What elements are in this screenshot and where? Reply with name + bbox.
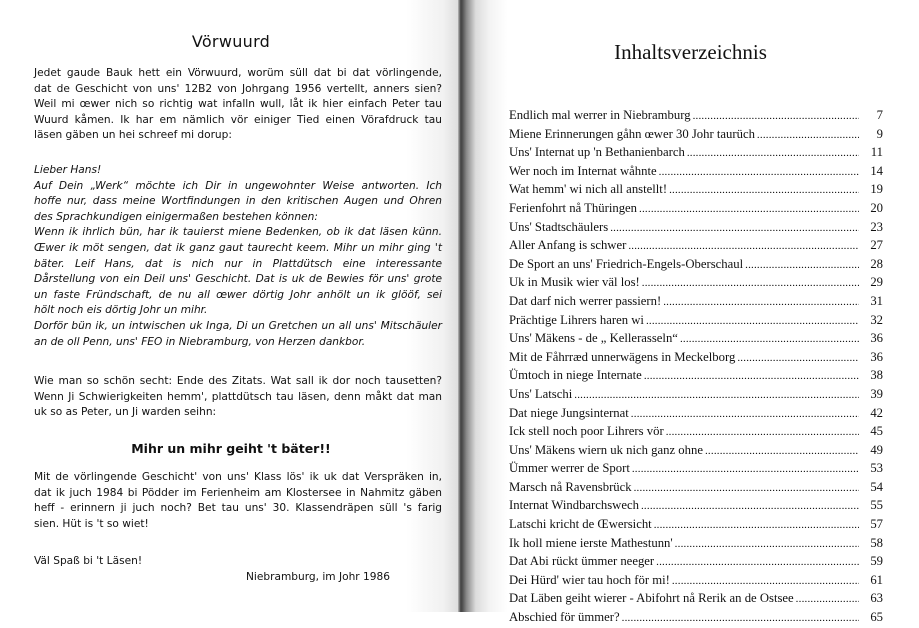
toc-entry-page: 59 [870,554,883,569]
toc-leader-dots [666,423,859,442]
toc-leader-dots [646,312,859,331]
toc-entry-title: Abschied för ümmer? [509,610,620,625]
text-line: Auf Dein „Werk“ möchte ich Dir in ungewohnter Weise antworten. Ich [34,179,442,192]
text-line: Jedet gaude Bauk hett ein Vörwuurd, worüm süll dat bi dat vörlingende, [34,67,442,79]
toc-entry-page: 45 [870,424,883,439]
toc-entry-title: Wer noch im Internat wåhnte [509,163,657,178]
quote-end-paragraph [34,374,442,421]
toc-entry-page: 32 [870,312,883,327]
toc-entry-page: 55 [870,498,883,513]
toc-entry-page: 42 [870,405,883,420]
place-date: Niebramburg, im Johr 1986 [246,571,390,583]
toc-entry [509,459,883,478]
toc-entry-title: Ümmer werrer de Sport [509,461,630,476]
toc-entry-title: Mit de Fåhrræd unnerwägens in Meckelborg [509,349,736,364]
text-line: hölt noch eis dörtig Johr un mihr. [34,304,208,317]
toc-entry-page: 49 [870,442,883,457]
toc-entry-page: 58 [870,535,883,550]
text-line: Wie man so schön secht: Ende des Zitats. Wat sall ik dor noch tausetten? [34,375,442,387]
toc-leader-dots [757,126,859,145]
toc-entry-title: Uns' Internat up 'n Bethanienbarch [509,145,685,160]
toc-entry-title: Uns' Latschi [509,386,573,401]
text-line: an de oll Penn, uns' FEO in Niebramburg, von Herzen dankbor. [34,335,366,348]
text-line: bäter. Leif Hans, dat is nich nur in Plattdütsch eine interessante [34,257,442,270]
toc-leader-dots [669,181,859,200]
toc-entry-title: Dat darf nich werrer passiern! [509,293,662,308]
toc-entry [509,534,883,553]
motto-heading: Mihr un mihr geiht 't bäter!! [131,441,331,456]
toc-entry-title: Ferienfohrt nå Thüringen [509,200,638,215]
toc-leader-dots [745,256,859,275]
text-line: un faste Fründschaft, de nu all œwer dörtig Johr anhölt un ik glööf, sei [34,288,442,301]
toc-entry-title: Miene Erinnerungen gåhn œwer 30 Johr taurüch [509,126,755,141]
toc-entry-title: Endlich mal werrer in Niebramburg [509,108,691,122]
toc-entry-title: Prächtige Lihrers haren wi [509,312,644,327]
toc-entry-title: Marsch nå Ravensbrück [509,479,632,494]
text-line: Dårstellung von ein Deil uns' Geschicht. Dat is uk de Bewies för uns' grote [34,273,442,286]
toc-entry [509,589,883,608]
toc-entry [509,385,883,404]
toc-entry-page: 29 [870,275,883,290]
toc-entry-page: 57 [870,517,883,532]
toc-entry-page: 19 [870,182,883,197]
toc-entry-title: Uns' Mäkens - de „ Kellerasseln“ [509,331,678,346]
toc-entry [509,329,883,348]
toc-entry-title: Dat Läben geiht wierer - Abifohrt nå Rerik an de Ostsee [509,591,794,606]
text-line: des Sprachkundigen einigermaßen bestehen können: [34,210,318,223]
toc-entry [509,496,883,515]
toc-entry-page: 36 [870,349,883,364]
toc-leader-dots [644,367,859,386]
foreword-title: Vörwuurd [191,32,271,51]
table-of-contents [509,106,883,627]
toc-leader-dots [796,590,859,609]
toc-entry-title: Ik holl miene ierste Mathestunn' [509,535,673,550]
text-line: Wenn Ji Schwierigkeiten hemm', plattdütsch tau läsen, denn måkt dat man [34,390,442,403]
toc-entry [509,125,883,144]
toc-entry-page: 28 [870,256,883,271]
toc-leader-dots [675,535,859,554]
toc-leader-dots [656,553,859,572]
toc-entry [509,273,883,292]
toc-entry [509,422,883,441]
text-line: Œwer ik möt sengen, dat ik ganz gaut taurecht keem. Mihr un mihr ging 't [34,241,442,254]
toc-leader-dots [680,330,859,349]
toc-entry-page: 65 [870,610,883,625]
text-line: Weil mi œwer nich so richtig wat infalln wull, låt ik hier einfach Peter tau [34,98,442,111]
toc-entry [509,199,883,218]
text-line: Dorför bün ik, un intwischen uk Inga, Di un Gretchen un all uns' Mitschäuler [34,319,442,332]
toc-entry-page: 27 [870,238,883,253]
toc-entry [509,571,883,590]
toc-entry [509,478,883,497]
toc-entry-page: 31 [870,293,883,308]
toc-entry-page: 14 [870,163,883,178]
text-line: dat de Geschicht von uns' 12B2 von Johrgang 1956 vertellt, anners sien? [34,82,442,95]
closing-paragraph [34,470,442,532]
toc-leader-dots [737,349,859,368]
text-line: uk so as Peter, un Ji warden seihn: [34,406,217,419]
toc-leader-dots [663,293,859,312]
toc-entry-title: Ick stell noch poor Lihrers vör [509,424,664,439]
toc-entry-page: 36 [870,331,883,346]
toc-entry-page: 23 [870,219,883,234]
toc-leader-dots [654,516,859,535]
toc-entry-title: Internat Windbarchswech [509,498,639,513]
toc-entry [509,515,883,534]
toc-entry [509,552,883,571]
toc-entry-title: Uns' Stadtschäulers [509,219,609,234]
right-page [462,0,919,625]
toc-entry-title: Uns' Mäkens wiern uk nich ganz ohne [509,442,703,457]
toc-entry [509,218,883,237]
toc-leader-dots [672,572,859,591]
toc-leader-dots [705,442,859,461]
toc-entry-title: Dat niege Jungsinternat [509,405,629,420]
sign-off: Väl Spaß bi 't Läsen! [34,555,143,567]
text-line: heff - erinnern ji juch noch? Bet tau uns' 30. Klassendräpen süll 's farig [34,502,442,515]
toc-leader-dots [574,386,859,405]
toc-entry-page: 53 [870,461,883,476]
toc-entry [509,348,883,367]
text-line: sien. Hüt is 't so wiet! [34,517,149,530]
toc-leader-dots [631,405,859,424]
toc-leader-dots [641,497,859,516]
text-line: dat ik juch 1984 bi Pödder im Ferienheim am Klostersee in Nahmitz gäben [34,486,442,499]
toc-leader-dots [634,479,859,498]
toc-entry-title: Ümtoch in niege Internate [509,368,642,383]
toc-leader-dots [632,460,859,479]
text-line: läsen gäben un hei schreef mi dorup: [34,129,232,142]
toc-entry-page: 9 [876,126,883,141]
toc-leader-dots [628,237,859,256]
toc-entry [509,311,883,330]
text-line: Wuurd kåmen. Ik har em nämlich vör einiger Tied einen Vörafdruck tau [34,113,442,126]
toc-entry [509,366,883,385]
text-line: Wenn ik ihrlich bün, har ik tauierst miene Bedenken, ob ik dat läsen künn. [34,226,442,239]
toc-entry [509,143,883,162]
toc-leader-dots [659,163,859,182]
toc-entry-page: 38 [870,368,883,383]
toc-entry [509,180,883,199]
toc-entry-page: 7 [876,108,883,122]
toc-entry [509,292,883,311]
toc-entry-title: Dei Hürd' wier tau hoch för mi! [509,572,670,587]
toc-entry [509,106,883,125]
toc-entry [509,608,883,627]
letter-greeting: Lieber Hans! [34,164,102,176]
toc-entry [509,441,883,460]
toc-entry-title: Dat Abi rückt ümmer neeger [509,554,655,569]
text-line: hoffe nur, dass meine Wortfindungen in den kritischen Augen und Ohren [34,195,442,208]
toc-entry [509,162,883,181]
toc-entry-page: 61 [870,572,883,587]
toc-leader-dots [693,107,859,126]
letter-quote [34,163,442,350]
toc-leader-dots [610,219,859,238]
toc-entry-title: Latschi kricht de Œwersicht [509,517,652,532]
toc-entry-title: De Sport an uns' Friedrich-Engels-Oberschaul [509,256,744,271]
text-line: Mit de vörlingende Geschicht' von uns' Klass lös' ik uk dat Verspräken in, [34,471,442,483]
toc-entry [509,255,883,274]
toc-leader-dots [642,274,859,293]
toc-entry-page: 20 [870,200,883,215]
toc-entry-page: 11 [870,145,883,160]
left-page [0,0,462,612]
toc-entry-title: Aller Anfang is schwer [509,238,627,253]
toc-leader-dots [639,200,859,219]
toc-title: Inhaltsverzeichnis [614,40,767,64]
toc-entry [509,404,883,423]
toc-entry-title: Wat hemm' wi nich all anstellt! [509,182,668,197]
toc-entry-page: 39 [870,386,883,401]
toc-entry-page: 63 [870,591,883,606]
toc-leader-dots [687,144,859,163]
toc-entry-page: 54 [870,479,883,494]
intro-paragraph [34,66,442,144]
toc-entry-title: Uk in Musik wier väl los! [509,275,640,290]
toc-entry [509,236,883,255]
